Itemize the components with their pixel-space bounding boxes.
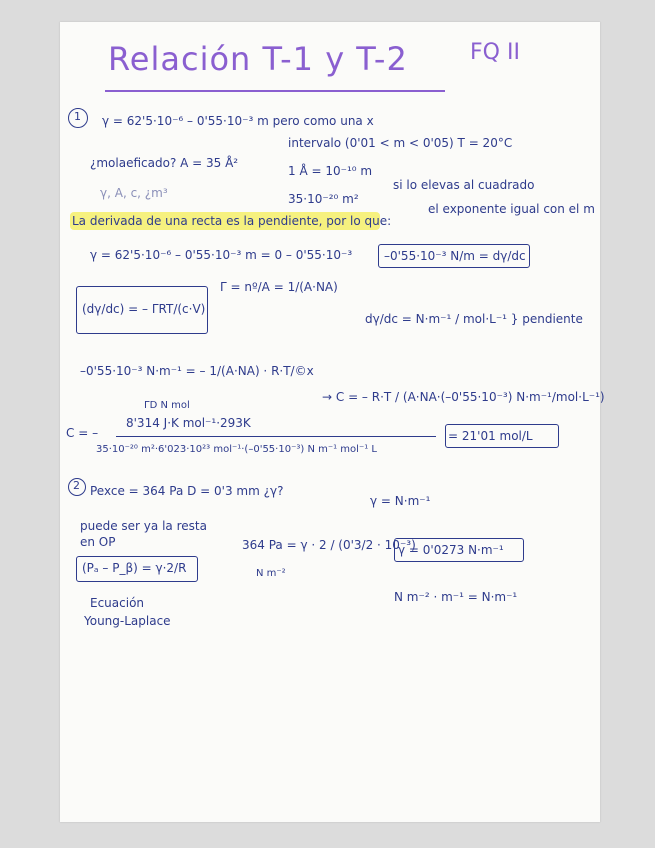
ex1-slope: –0'55·10⁻³ N/m = dγ/dc <box>384 249 526 263</box>
fraction-denominator: 35·10⁻²⁰ m²·6'023·10²³ mol⁻¹·(–0'55·10⁻³) N m⁻¹ mol⁻¹ L <box>96 444 377 455</box>
ex1-note-2: el exponente igual con el m <box>428 202 595 216</box>
ex1-equation: γ = 62'5·10⁻⁶ – 0'55·10⁻³ m pero como una x <box>102 114 374 128</box>
ex1-highlight-text: La derivada de una recta es la pendiente, por lo que: <box>72 214 392 228</box>
ex2-unit-check: N m⁻² · m⁻¹ = N·m⁻¹ <box>394 590 518 604</box>
ex1-area: ¿molaeficado? A = 35 Å² <box>90 156 239 170</box>
ex2-equation: 364 Pa = γ · 2 / (0'3/2 · 10⁻³) <box>242 538 416 552</box>
page-title: Relación T-1 y T-2 <box>108 40 408 78</box>
c-label: C = – <box>66 426 99 440</box>
ex1-vars: γ, A, c, ¿m³ <box>100 186 168 200</box>
exercise-2-marker: 2 <box>68 478 86 496</box>
result-2: γ = 0'0273 N·m⁻¹ <box>398 543 504 557</box>
label-young-laplace: Young-Laplace <box>84 614 171 628</box>
ex1-interval: intervalo (0'01 < m < 0'05) T = 20°C <box>288 136 513 150</box>
ex2-formula: (Pₐ – P_β) = γ·2/R <box>82 561 187 575</box>
paper-sheet <box>60 22 605 822</box>
label-ecuacion: Ecuación <box>90 596 145 610</box>
course-code: FQ II <box>470 40 520 65</box>
ex1-gibbs: (dγ/dc) = – ΓRT/(c·V) <box>82 302 206 316</box>
ex2-note: puede ser ya la resta en OP <box>80 519 207 549</box>
ex1-strike: ΓD N mol <box>144 400 190 411</box>
ex2-units: γ = N·m⁻¹ <box>370 494 431 508</box>
fraction-numerator: 8'314 J·K mol⁻¹·293K <box>126 416 251 430</box>
ex1-derivative: γ = 62'5·10⁻⁶ – 0'55·10⁻³ m = 0 – 0'55·10⁻³ <box>90 248 353 262</box>
ex1-eq3: –0'55·10⁻³ N·m⁻¹ = – 1/(A·NA) · R·T/©x <box>80 364 314 378</box>
ex1-angstrom: 1 Å = 10⁻¹⁰ m <box>288 164 373 178</box>
ex1-gamma-def: Γ = nº/A = 1/(A·NA) <box>220 280 338 294</box>
exercise-1-marker: 1 <box>68 108 88 128</box>
result-1: = 21'01 mol/L <box>448 429 533 443</box>
fraction-bar <box>116 436 436 437</box>
ex2-given: Pexce = 364 Pa D = 0'3 mm ¿γ? <box>90 484 284 498</box>
ex1-note-1: si lo elevas al cuadrado <box>393 178 535 192</box>
ex1-units: dγ/dc = N·m⁻¹ / mol·L⁻¹ } pendiente <box>365 312 583 326</box>
ex1-eq3-result: → C = – R·T / (A·NA·(–0'55·10⁻³) N·m⁻¹/mol·L⁻¹) <box>322 390 605 404</box>
title-underline <box>105 90 445 92</box>
ex1-conversion: 35·10⁻²⁰ m² <box>288 192 359 206</box>
ex2-down-units: N m⁻² <box>256 568 286 579</box>
